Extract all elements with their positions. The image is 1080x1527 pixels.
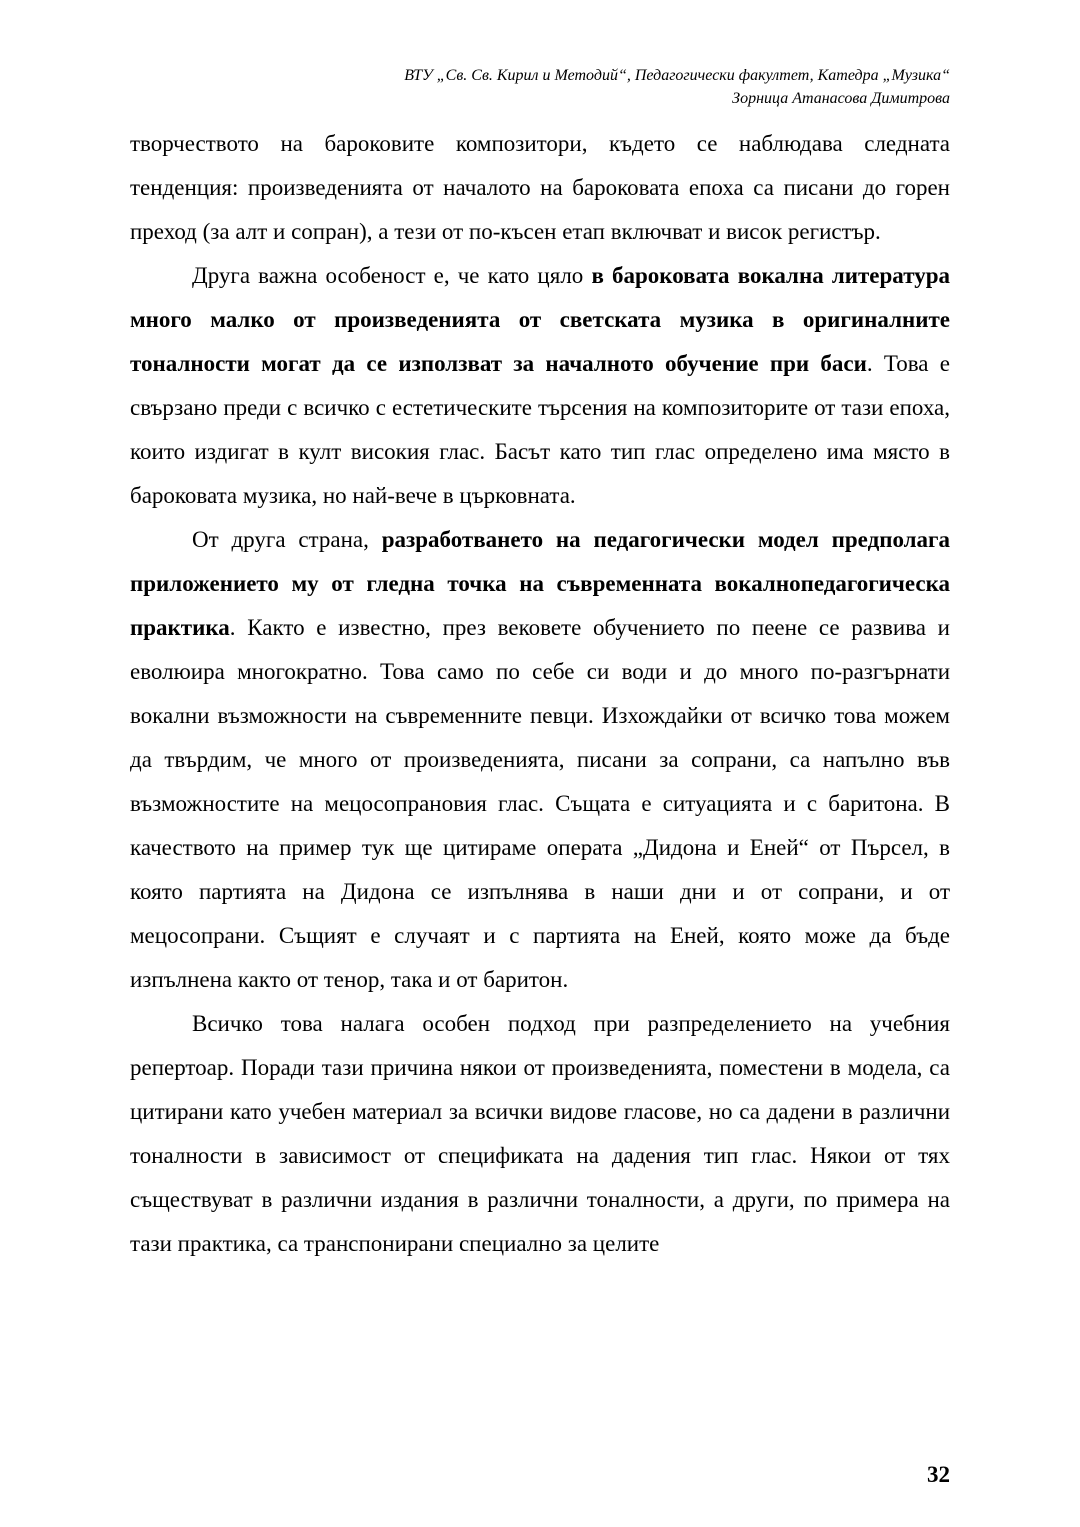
paragraph-continuation xyxy=(130,122,950,254)
paragraph xyxy=(130,254,950,518)
paragraph-text-end: . Както е известно, през вековете обучението по пеене се развива и еволюира многократно. Това само по себе си води и до много по-разгърнати вокални възможности на съвременните певци. Изхождайки от всичко това можем да твърдим, че много от произведенията, писани за сопрани, са напълно във възможностите на мецосопрановия глас. Същата е ситуацията и с баритона. В качеството на пример тук ще цитираме операта „Дидона и Еней“ от Пърсел, в която партията на Дидона се изпълнява в наши дни и от сопрани, и от мецосопрани. Същият е случаят и с партията на Еней, която може да бъде изпълнена както от тенор, така и от баритон. xyxy=(130,615,950,992)
header-institution: ВТУ „Св. Св. Кирил и Методий“, Педагогически факултет, Катедра „Музика“ xyxy=(404,67,950,84)
paragraph-text: Всичко това налага особен подход при разпределението на учебния репертоар. Поради тази причина някои от произведенията, поместени в модела, са цитирани като учебен материал за всички видове гласове, но са дадени в различни тоналности в зависимост от спецификата на дадения тип глас. Някои от тях съществуват в различни издания в различни тоналности, а други, по примера на тази практика, са транспонирани специално за целите xyxy=(130,1011,950,1256)
paragraph-emphasis: в бароковата вокална литература много малко от произведенията от светската музика в оригиналните тоналности могат да се използват за началното обучение при баси xyxy=(130,263,950,376)
page-header xyxy=(130,64,950,110)
paragraph-text-end: . Това е свързано преди с всичко с естетическите търсения на композиторите от тази епоха, които издигат в култ високия глас. Басът като тип глас определено има място в бароковата музика, но най-вече в църковната. xyxy=(130,351,950,508)
paragraph xyxy=(130,1002,950,1266)
paragraph-text-start: От друга страна, xyxy=(192,527,382,552)
header-author: Зорница Атанасова Димитрова xyxy=(732,90,950,107)
paragraph-emphasis: разработването на педагогически модел предполага приложението му от гледна точка на съвременната вокалнопедагогическа практика xyxy=(130,527,951,640)
paragraph xyxy=(130,518,950,1002)
body-text xyxy=(130,122,950,1266)
paragraph-text-start: Друга важна особеност е, че като цяло xyxy=(192,263,592,288)
paragraph-text: творчеството на бароковите композитори, където се наблюдава следната тенденция: произведенията от началото на бароковата епоха са писани до горен преход (за алт и сопран), а тези от по-късен етап включват и висок регистър. xyxy=(130,131,950,244)
page-number: 32 xyxy=(927,1462,950,1487)
